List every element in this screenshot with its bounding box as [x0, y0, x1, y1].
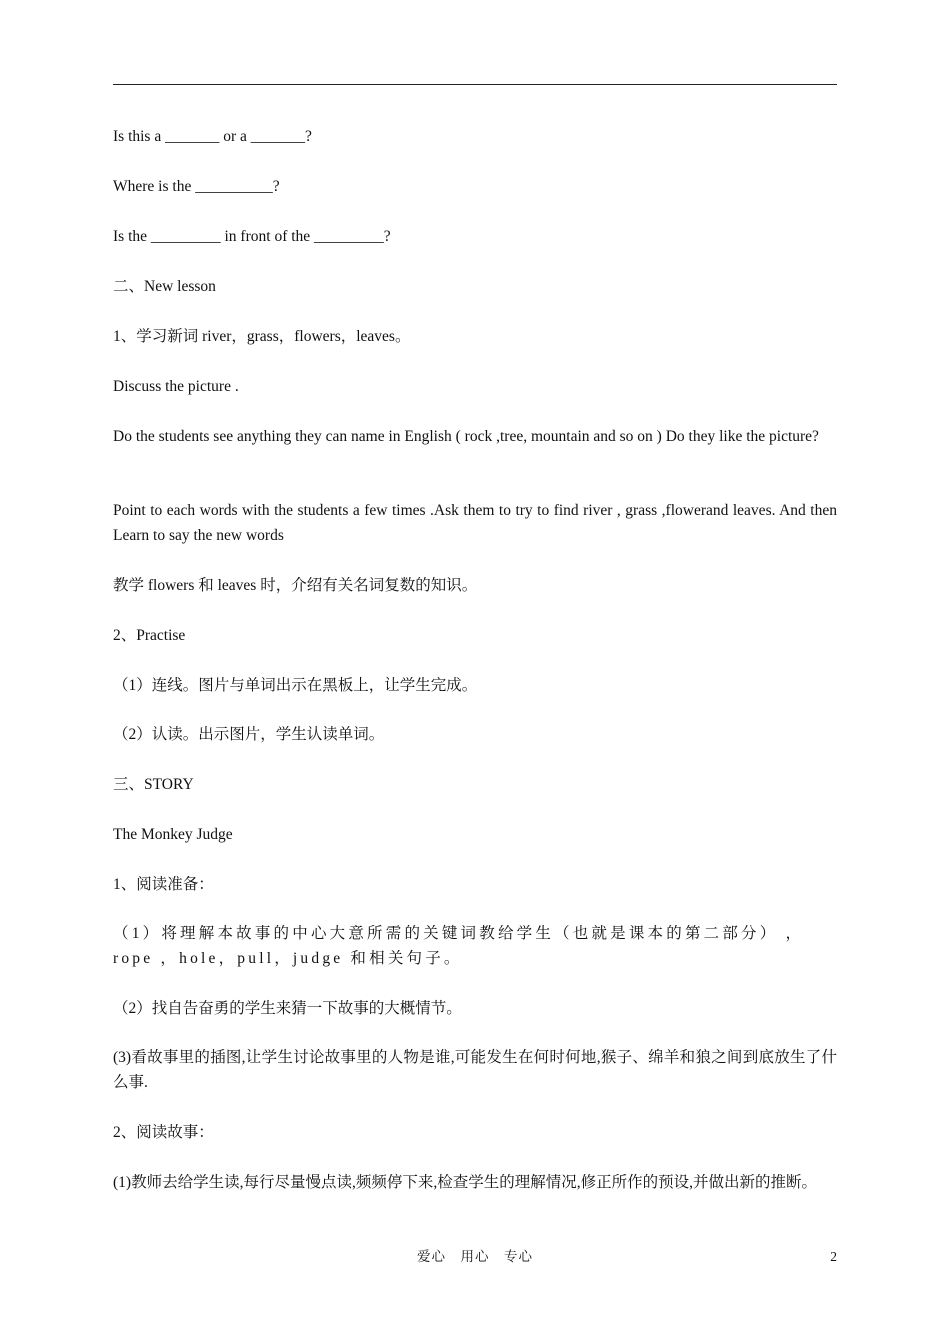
paragraph-point-to-words: Point to each words with the students a few times .Ask them to try to find river , grass ,flowerand leaves. And then Learn to say the new words	[113, 502, 837, 544]
paragraph-illustrations: (3)看故事里的插图,让学生讨论故事里的人物是谁,可能发生在何时何地,猴子、绵羊和狼之间到底放生了什么事.	[113, 1049, 837, 1091]
paragraph-reading-prep: 1、阅读准备：	[113, 876, 214, 893]
section-heading-story: 三、STORY	[113, 776, 194, 793]
paragraph-blank-question-3: Is the _________ in front of the _________?	[113, 228, 391, 245]
footer-motto: 爱心 用心 专心	[417, 1249, 533, 1264]
header-rule	[113, 84, 837, 85]
paragraph-discuss-picture: Discuss the picture .	[113, 378, 239, 395]
page-number: 2	[830, 1249, 837, 1264]
paragraph-new-words: 1、学习新词 river，grass，flowers，leaves。	[113, 328, 411, 345]
paragraph-guess-plot: （2）找自告奋勇的学生来猜一下故事的大概情节。	[113, 1000, 462, 1017]
paragraph-blank-question-2: Where is the __________?	[113, 178, 280, 195]
paragraph-teacher-reads: (1)教师去给学生读,每行尽量慢点读,频频停下来,检查学生的理解情况,修正所作的预设,并做出新的推断。	[113, 1174, 817, 1191]
paragraph-read-story: 2、阅读故事：	[113, 1124, 214, 1141]
paragraph-key-words: （1）将理解本故事的中心大意所需的关键词教给学生（也就是课本的第二部分） ，rope ，hole，pull，judge 和相关句子。	[113, 925, 805, 967]
paragraph-blank-question-1: Is this a _______ or a _______?	[113, 128, 312, 145]
paragraph-matching: （1）连线。图片与单词出示在黑板上，让学生完成。	[113, 677, 478, 694]
paragraph-plural-nouns: 教学 flowers 和 leaves 时，介绍有关名词复数的知识。	[113, 577, 478, 594]
paragraph-reading-words: （2）认读。出示图片，学生认读单词。	[113, 726, 385, 743]
paragraph-students-see: Do the students see anything they can name in English ( rock ,tree, mountain and so on ) Do they like the picture?	[113, 428, 819, 445]
section-heading-practise: 2、Practise	[113, 627, 186, 644]
story-title: The Monkey Judge	[113, 826, 233, 843]
section-heading-new-lesson: 二、New lesson	[113, 278, 216, 295]
